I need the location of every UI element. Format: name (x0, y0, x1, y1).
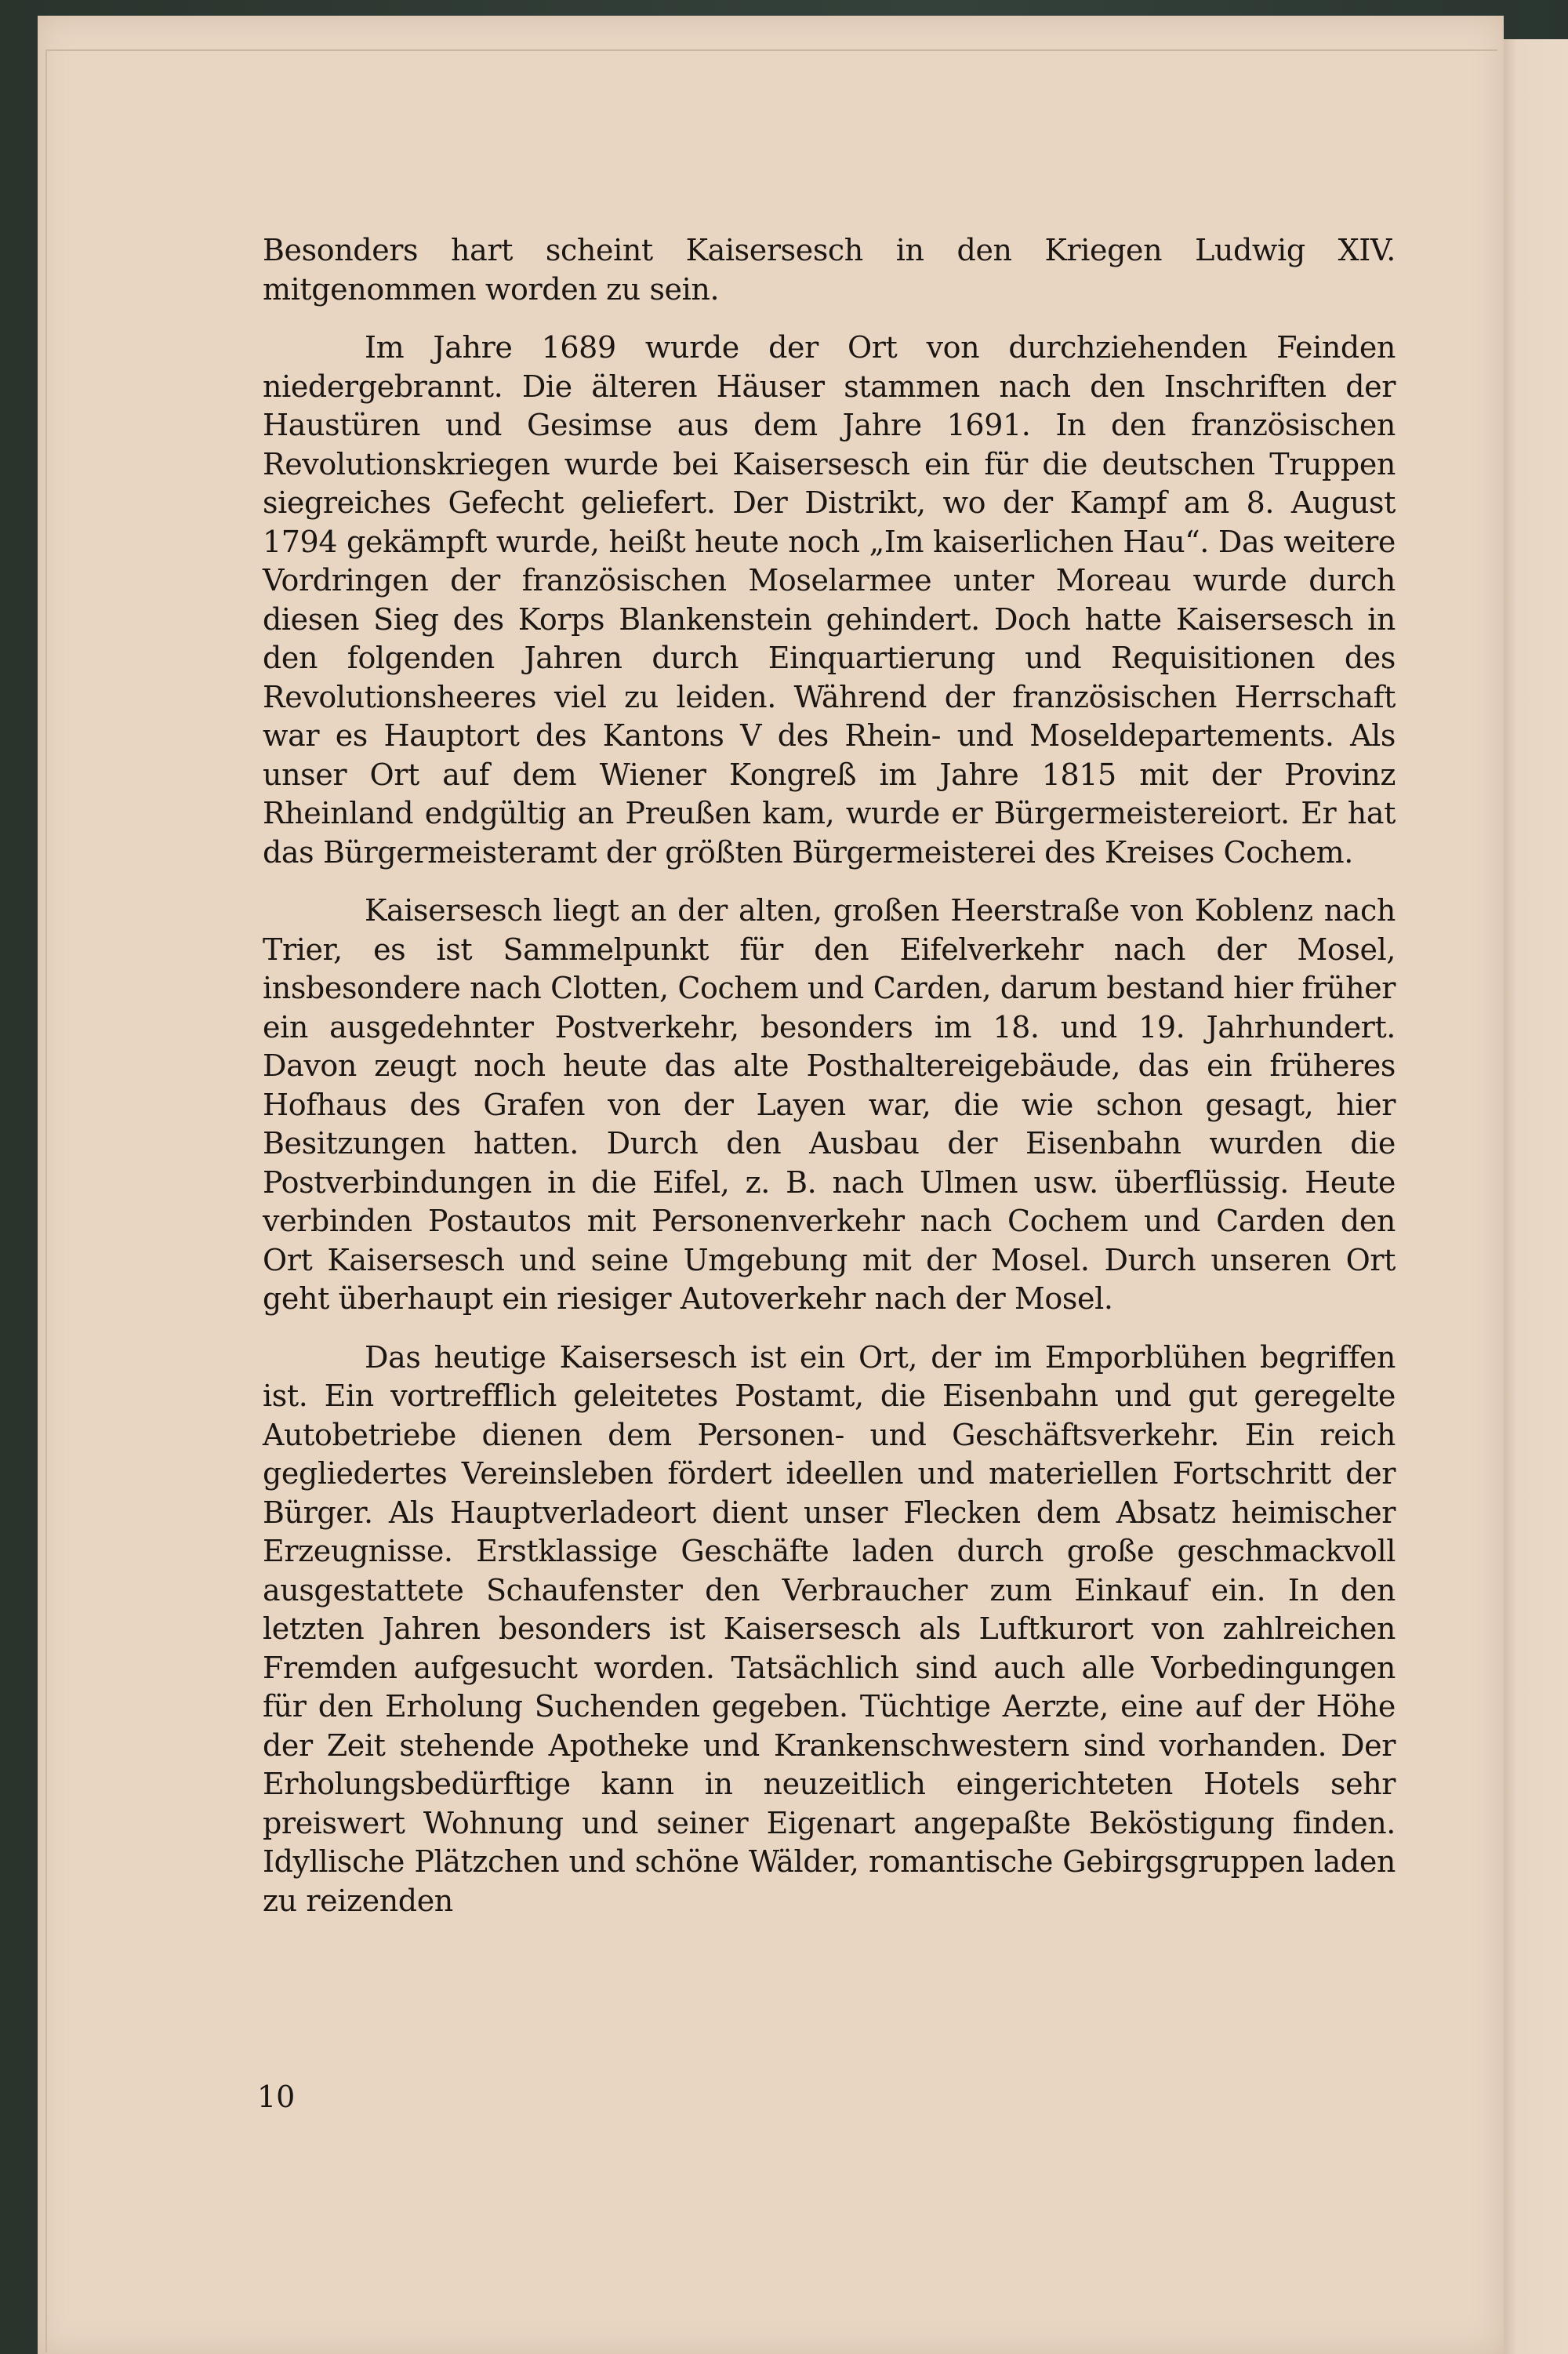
back-pages-edge (1494, 39, 1568, 2354)
body-text (263, 231, 1396, 1940)
paragraph-1: Besonders hart scheint Kaisersesch in den Kriegen Ludwig XIV. mitgenommen worden zu sein. (263, 233, 1396, 307)
paragraph-2: Im Jahre 1689 wurde der Ort von durchziehenden Feinden niedergebrannt. Die älteren Häuser stammen nach den Inschriften der Haustüren und Gesimse aus dem Jahre 1691. In den französischen Revolutionskriegen wurde bei Kaisersesch ein für die deutschen Truppen siegreiches Gefecht geliefert. Der Distrikt, wo der Kampf am 8. August 1794 gekämpft wurde, heißt heute noch „Im kaiserlichen Hau“. Das weitere Vordringen der französischen Moselarmee unter Moreau wurde durch diesen Sieg des Korps Blankenstein gehindert. Doch hatte Kaisersesch in den folgenden Jahren durch Einquartierung und Requisitionen des Revolutionsheeres viel zu leiden. Während der französischen Herrschaft war es Hauptort des Kantons V des Rhein- und Moseldepartements. Als unser Ort auf dem Wiener Kongreß im Jahre 1815 mit der Provinz Rheinland endgültig an Preußen kam, wurde er Bürgermeistereiort. Er hat das Bürgermeisteramt der größten Bürgermeisterei des Kreises Cochem. (263, 330, 1396, 870)
paragraph-3: Kaisersesch liegt an der alten, großen Heerstraße von Koblenz nach Trier, es ist Sammelpunkt für den Eifelverkehr nach der Mosel, insbesondere nach Clotten, Cochem und Carden, darum bestand hier früher ein ausgedehnter Postverkehr, besonders im 18. und 19. Jahrhundert. Davon zeugt noch heute das alte Posthaltereigebäude, das ein früheres Hofhaus des Grafen von der Layen war, die wie schon gesagt, hier Besitzungen hatten. Durch den Ausbau der Eisenbahn wurden die Postverbindungen in die Eifel, z. B. nach Ulmen usw. überflüssig. Heute verbinden Postautos mit Personenverkehr nach Cochem und Carden den Ort Kaisersesch und seine Umgebung mit der Mosel. Durch unseren Ort geht überhaupt ein riesiger Autoverkehr nach der Mosel. (263, 893, 1396, 1316)
page-number: 10 (257, 2080, 296, 2114)
paragraph-4: Das heutige Kaisersesch ist ein Ort, der im Emporblühen begriffen ist. Ein vortrefflich geleitetes Postamt, die Eisenbahn und gut geregelte Autobetriebe dienen dem Personen- und Geschäftsverkehr. Ein reich gegliedertes Vereinsleben fördert ideellen und materiellen Fortschritt der Bürger. Als Hauptverladeort dient unser Flecken dem Absatz heimischer Erzeugnisse. Erstklassige Geschäfte laden durch große geschmackvoll ausgestattete Schaufenster den Verbraucher zum Einkauf ein. In den letzten Jahren besonders ist Kaisersesch als Luftkurort von zahlreichen Fremden aufgesucht worden. Tatsächlich sind auch alle Vorbedingungen für den Erholung Suchenden gegeben. Tüchtige Aerzte, eine auf der Höhe der Zeit stehende Apotheke und Krankenschwestern sind vorhanden. Der Erholungsbedürftige kann in neuzeitlich eingerichteten Hotels sehr preiswert Wohnung und seiner Eigenart angepaßte Beköstigung finden. Idyllische Plätzchen und schöne Wälder, romantische Gebirgsgruppen laden zu reizenden (263, 1339, 1396, 1918)
